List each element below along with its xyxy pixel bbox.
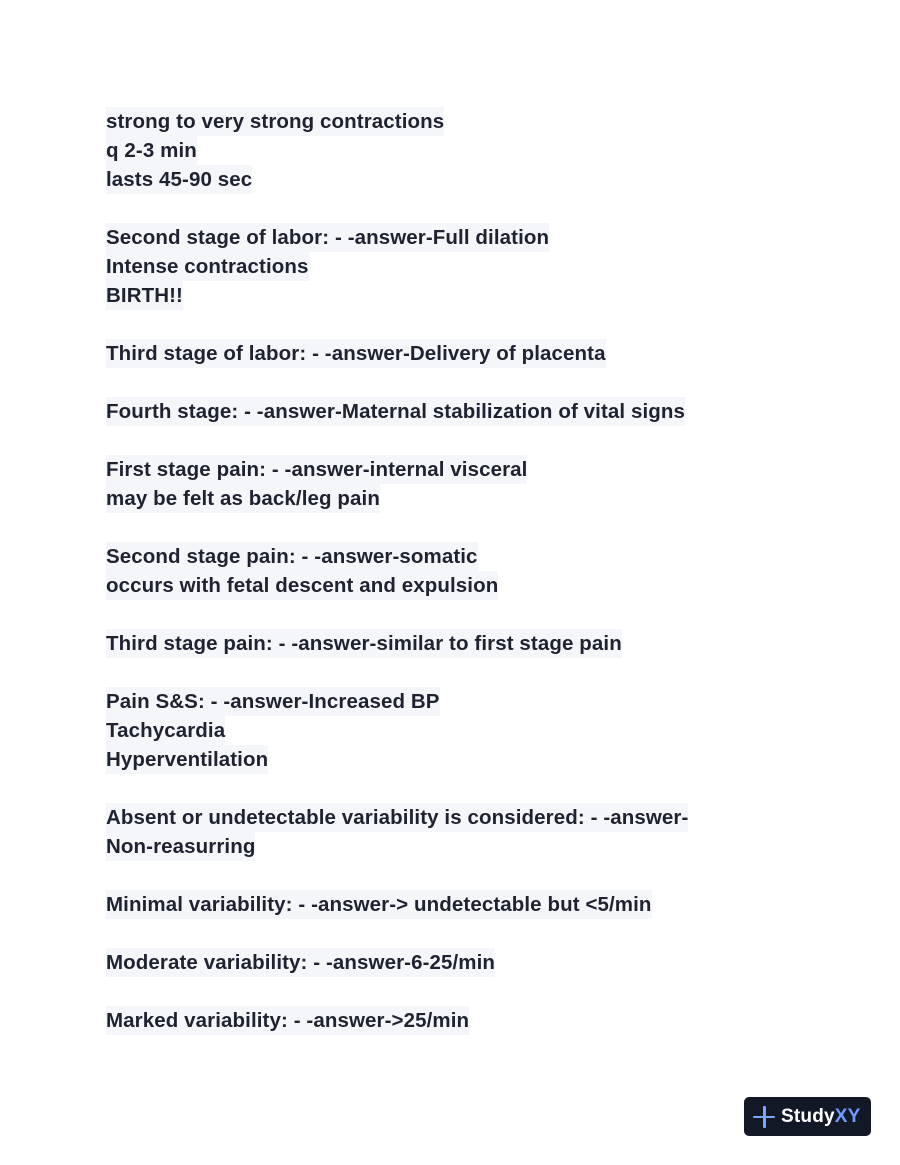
note-block <box>106 542 806 600</box>
note-line: may be felt as back/leg pain <box>106 484 806 513</box>
note-block <box>106 1006 806 1035</box>
brand-name: StudyXY <box>781 1105 861 1127</box>
note-line: Moderate variability: - -answer-6-25/min <box>106 948 806 977</box>
note-line: occurs with fetal descent and expulsion <box>106 571 806 600</box>
note-line: strong to very strong contractions <box>106 107 806 136</box>
note-block <box>106 107 806 194</box>
note-block <box>106 803 806 861</box>
note-line: Absent or undetectable variability is considered: - -answer- <box>106 803 806 832</box>
note-line: Pain S&S: - -answer-Increased BP <box>106 687 806 716</box>
note-line: Fourth stage: - -answer-Maternal stabilization of vital signs <box>106 397 806 426</box>
note-block <box>106 223 806 310</box>
document-body <box>106 107 806 1064</box>
note-line: Marked variability: - -answer->25/min <box>106 1006 806 1035</box>
note-block <box>106 687 806 774</box>
note-line: Hyperventilation <box>106 745 806 774</box>
plus-icon <box>753 1106 775 1128</box>
note-line: Intense contractions <box>106 252 806 281</box>
note-line: Third stage pain: - -answer-similar to first stage pain <box>106 629 806 658</box>
note-line: Second stage of labor: - -answer-Full dilation <box>106 223 806 252</box>
studyxy-badge[interactable] <box>744 1097 871 1136</box>
note-block <box>106 948 806 977</box>
note-block <box>106 397 806 426</box>
note-block <box>106 890 806 919</box>
note-line: Non-reasurring <box>106 832 806 861</box>
note-line: First stage pain: - -answer-internal visceral <box>106 455 806 484</box>
note-line: BIRTH!! <box>106 281 806 310</box>
note-block <box>106 339 806 368</box>
note-block <box>106 455 806 513</box>
note-line: Third stage of labor: - -answer-Delivery of placenta <box>106 339 806 368</box>
note-line: q 2-3 min <box>106 136 806 165</box>
note-line: Tachycardia <box>106 716 806 745</box>
note-block <box>106 629 806 658</box>
note-line: lasts 45-90 sec <box>106 165 806 194</box>
note-line: Second stage pain: - -answer-somatic <box>106 542 806 571</box>
note-line: Minimal variability: - -answer-> undetectable but <5/min <box>106 890 806 919</box>
